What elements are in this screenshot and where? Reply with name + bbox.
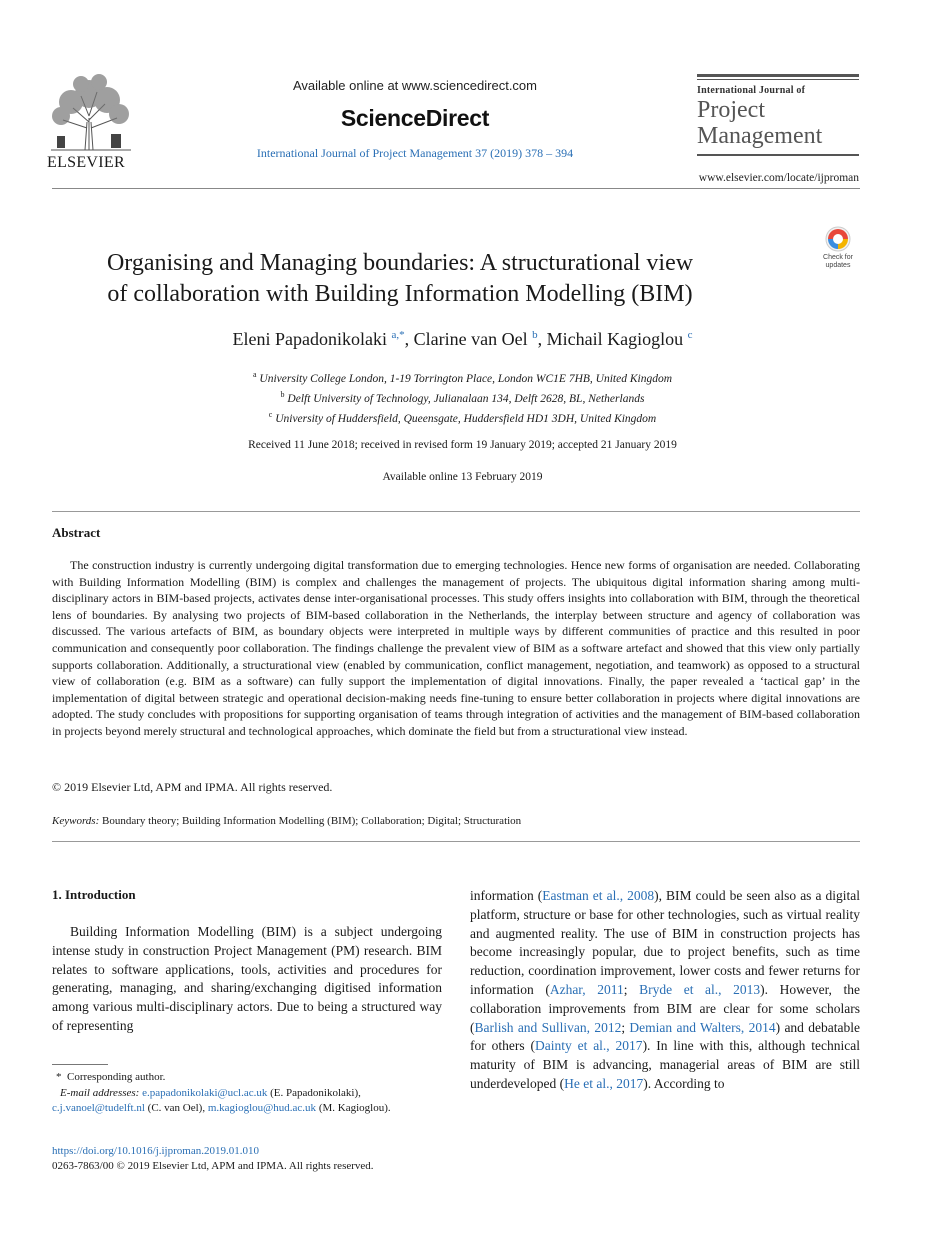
affiliation-item — [40, 387, 885, 407]
article-title — [40, 248, 760, 310]
doi-block — [52, 1144, 374, 1174]
footnote-star: * — [56, 1071, 62, 1083]
abstract-copyright: © 2019 Elsevier Ltd, APM and IPMA. All rights reserved. — [52, 780, 333, 794]
body-text: ). However, the collaboration improvements from BIM are clear for some scholars ( — [470, 981, 860, 1035]
intro-right-column — [470, 887, 860, 1094]
journal-logo-line2: Management — [697, 123, 823, 149]
logo-rule — [697, 74, 859, 77]
journal-header — [200, 78, 630, 161]
body-text: ) and debatable for others ( — [470, 1019, 860, 1054]
keywords — [52, 815, 521, 827]
body-text: ), BIM could be seen also as a digital platform, structure or base for other technologies, such as virtual reality and augmented reality. The use of BIM in construction projects has become increasingly popular, due to project benefits, such as time reduction, coordination improvement, lower costs and fewer returns for information ( — [470, 888, 861, 997]
author-affiliation-mark[interactable]: c — [687, 329, 693, 341]
title-line-1: Organising and Managing boundaries: A structurational view — [106, 250, 694, 276]
check-updates-text-2: updates — [825, 262, 851, 269]
body-text: ). According to — [643, 1075, 725, 1091]
author-list — [40, 329, 885, 350]
available-online-date: Available online 13 February 2019 — [382, 471, 543, 483]
footnote-divider — [52, 1064, 108, 1065]
available-online-text: Available online at www.sciencedirect.com — [293, 78, 537, 93]
citation-link[interactable]: Dainty et al., 2017 — [534, 1038, 643, 1054]
body-text: ). In line with this, although technical maturity of BIM is advancing, managerial areas of BIM are still underdeveloped ( — [470, 1038, 860, 1091]
abstract-heading: Abstract — [52, 525, 101, 540]
email-link[interactable]: e.papadonikolaki@ucl.ac.uk — [142, 1086, 268, 1099]
citation-link[interactable]: Demian and Walters, 2014 — [629, 1019, 776, 1035]
author-separator: , — [537, 329, 547, 349]
keywords-label: Keywords: — [52, 815, 100, 827]
affiliation-text: Delft University of Technology, Julianalaan 134, Delft 2628, BL, Netherlands — [287, 392, 645, 405]
check-updates-icon — [825, 226, 851, 252]
email-owner: (E. Papadonikolaki), — [267, 1086, 361, 1099]
author-name: Clarine van Oel — [413, 329, 528, 349]
journal-logo-small: International Journal of — [697, 85, 806, 96]
affiliation-text: University College London, 1-19 Torrington Place, London WC1E 7HB, United Kingdom — [259, 372, 673, 385]
email-owner: (C. van Oel), — [144, 1102, 208, 1114]
affiliation-mark: a — [252, 370, 257, 379]
email-owner: (M. Kagioglou). — [316, 1102, 391, 1114]
journal-logo — [697, 74, 859, 156]
abstract-top-divider — [52, 511, 860, 512]
abstract-bottom-divider — [52, 841, 860, 842]
affiliations — [40, 367, 885, 426]
citation-link[interactable]: Barlish and Sullivan, 2012 — [474, 1019, 622, 1035]
doi-link[interactable]: https://doi.org/10.1016/j.ijproman.2019.01.010 — [52, 1145, 259, 1157]
citation-link[interactable]: He et al., 2017 — [564, 1075, 644, 1091]
citation-link[interactable]: Azhar, 2011 — [549, 981, 624, 997]
footnotes — [52, 1070, 452, 1117]
header-divider — [52, 188, 860, 189]
citation-link[interactable]: Eastman et al., 2008 — [542, 888, 655, 903]
affiliation-item — [40, 407, 885, 427]
author-separator: , — [404, 329, 414, 349]
body-text: information ( — [470, 888, 543, 903]
affiliation-text: University of Huddersfield, Queensgate, Huddersfield HD1 3DH, United Kingdom — [275, 412, 657, 425]
sciencedirect-wordmark: ScienceDirect — [340, 105, 490, 131]
journal-reference-link[interactable]: International Journal of Project Management 37 (2019) 378 – 394 — [256, 146, 574, 160]
title-line-2: of collaboration with Building Information Modelling (BIM) — [107, 281, 693, 307]
logo-rule — [697, 154, 859, 156]
journal-logo-line1: Project — [697, 97, 765, 123]
elsevier-url[interactable]: www.elsevier.com/locate/ijproman — [698, 172, 859, 184]
issn-copyright: 0263-7863/00 © 2019 Elsevier Ltd, APM and IPMA. All rights reserved. — [52, 1160, 374, 1172]
author-affiliation-mark[interactable]: b — [532, 329, 538, 341]
corresponding-author-text: Corresponding author. — [67, 1071, 166, 1083]
email-label: E-mail addresses: — [60, 1086, 140, 1099]
section-heading-introduction: 1. Introduction — [52, 887, 136, 902]
email-link[interactable]: c.j.vanoel@tudelft.nl — [52, 1102, 145, 1114]
citation-link[interactable]: Bryde et al., 2013 — [639, 981, 761, 997]
article-dates: Received 11 June 2018; received in revised form 19 January 2019; accepted 21 January 2019 — [248, 439, 677, 451]
affiliation-mark: b — [280, 389, 285, 399]
email-addresses — [52, 1086, 452, 1102]
check-updates-text-1: Check for — [823, 254, 853, 261]
author-name: Eleni Papadonikolaki — [232, 329, 387, 349]
email-addresses-cont — [52, 1101, 452, 1117]
logo-rule — [697, 79, 859, 80]
elsevier-wordmark: ELSEVIER — [47, 154, 125, 171]
intro-left-column: Building Information Modelling (BIM) is a subject undergoing intense study in construction Project Management (PM) research. BIM relates to software applications, tools, activities and procedures for generating, managing, and sharing/exchanging digitised information among various multi-disciplinary actors. Due to being a structured way of representing — [52, 924, 442, 1033]
abstract-body: The construction industry is currently undergoing digital transformation due to emerging technologies. Hence new forms of organisation are needed. Collaborating with Building Information Modelling (BIM) is complex and challenges the management of projects. The ubiquitous digital information sharing among multi-disciplinary actors in BIM-based projects, activates dense inter-organisational processes. This study offers insights into collaboration with BIM, through the theoretical lens of boundaries. By analysing two projects of BIM-based collaboration in the Netherlands, the interplay between structure and agency of collaboration was discussed. The various artefacts of BIM, as boundary objects were interpreted in multiple ways by different communities of practice and this resulted in poor communication and consequently poor collaboration. The findings challenge the prevalent view of BIM as a software artefact and showed that this view only partially supports collaboration. Additionally, a structurational view (enabled by communication, conflict management, negotiation, and teamwork) as opposed to a structural view of collaboration (e.g. BIM as a software) can fully support the implementation of digital innovations. Finally, the paper revealed a ‘tactical gap’ in the implementation of digital between strategic and operational decision-making needs fine-tuning to ensure better collaboration in projects where digital innovations are adopted. The study concludes with propositions for supporting organisation of teams through integration of activities and the management of BIM-based collaboration in projects beyond merely structural and technological approaches, which dominate the field but from a structurational view instead. — [52, 558, 860, 738]
corresponding-author-note — [52, 1070, 452, 1086]
author-affiliation-mark[interactable]: a,* — [391, 329, 405, 341]
affiliation-item — [40, 367, 885, 387]
body-text: ; — [623, 981, 640, 997]
affiliation-mark: c — [268, 409, 273, 419]
keywords-list: Boundary theory; Building Information Modelling (BIM); Collaboration; Digital; Structuration — [99, 815, 522, 827]
body-text: ; — [621, 1019, 630, 1035]
author-name: Michail Kagioglou — [546, 329, 684, 349]
check-for-updates-badge[interactable] — [818, 226, 858, 270]
email-link[interactable]: m.kagioglou@hud.ac.uk — [207, 1102, 317, 1114]
